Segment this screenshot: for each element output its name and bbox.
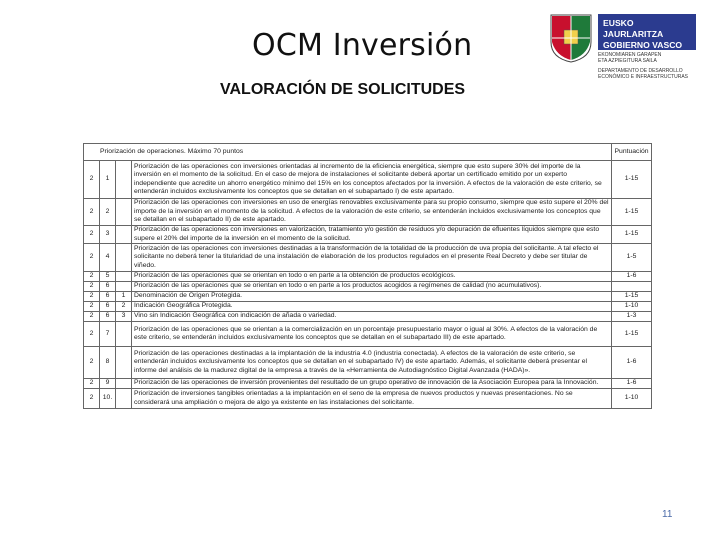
col-b: 7 [100,322,116,347]
criterion-desc: Priorización de las operaciones destinadas a la implantación de la industria 4.0 (industria conectada). A efectos de la valoración de este criterio, se entenderán incluidos exclusivamente los conceptos que se detallan en el subapartado IV) de este apartado. Además, el solicitante deberá presentar el informe del análisis de la madurez digital de la empresa a través de la «Herramienta de Autodiagnóstico Digital Avanzada (HADA)». [132,347,612,379]
col-c [116,244,132,272]
criterion-score [612,282,652,292]
criterion-score: 1-10 [612,302,652,312]
col-b: 8 [100,347,116,379]
dept-line-4: ECONÓMICO E INFRAESTRUCTURAS [598,74,689,80]
table-row [84,312,652,322]
col-b: 1 [100,161,116,199]
col-a: 2 [84,272,100,282]
col-c [116,199,132,226]
table-row [84,161,652,199]
criterion-score: 1-6 [612,379,652,389]
gobierno-vasco-logo [548,12,698,82]
brand-line-1: EUSKO JAURLARITZA [603,18,664,39]
col-a: 2 [84,302,100,312]
criterion-desc: Vino sin Indicación Geográfica con indicación de añada o variedad. [132,312,612,322]
criterion-desc: Priorización de las operaciones de inversión provenientes del resultado de un grupo operativo de innovación de la Asociación Europea para la Innovación. [132,379,612,389]
col-a: 2 [84,292,100,302]
col-b: 6 [100,292,116,302]
criterion-desc: Priorización de las operaciones con inversiones orientadas al incremento de la eficiencia energética, siempre que esto supere 30% del importe de la inversión en el momento de la solicitud. En el caso de mejora de instalaciones el solicitante deberá aportar un certificado emitido por un experto independiente que acredite un ahorro energético mínimo del 15% en los conceptos afectados por la inversión. A efectos de la valoración de este criterio, se entenderán incluidos exclusivamente los conceptos que se detallan en el subapartado I) de este apartado. [132,161,612,199]
dept-line-1: EKONOMIAREN GARAPEN [598,52,662,58]
col-c [116,272,132,282]
criterion-desc: Priorización de inversiones tangibles orientadas a la implantación en el seno de la empresa de nuevos productos y nuevas presentaciones. No se considerará una ampliación o mejora de algo ya existente en las instalaciones del solicitante. [132,389,612,409]
table-row [84,226,652,244]
col-a: 2 [84,347,100,379]
brand-box [598,14,696,50]
criterion-score: 1-6 [612,272,652,282]
table-row [84,389,652,409]
brand-line-2: GOBIERNO VASCO [603,40,683,50]
col-b: 10. [100,389,116,409]
col-b: 3 [100,226,116,244]
dept-line-2: ETA AZPIEGITURA SAILA [598,58,657,64]
col-b: 4 [100,244,116,272]
header-puntuacion: Puntuación [612,144,652,161]
table-row [84,379,652,389]
criterion-desc: Indicación Geográfica Protegida. [132,302,612,312]
col-b: 5 [100,272,116,282]
col-c: 2 [116,302,132,312]
col-b: 9 [100,379,116,389]
col-c [116,226,132,244]
criterion-score: 1-10 [612,389,652,409]
table-row [84,244,652,272]
table-row [84,199,652,226]
col-c [116,322,132,347]
table-row [84,302,652,312]
col-b: 6 [100,312,116,322]
dept-name-basque [598,52,698,64]
criterion-score: 1-5 [612,244,652,272]
col-c [116,389,132,409]
col-c: 3 [116,312,132,322]
criterion-desc: Priorización de las operaciones que se orientan en todo o en parte a la obtención de productos ecológicos. [132,272,612,282]
col-a: 2 [84,226,100,244]
criterion-desc: Priorización de las operaciones que se orientan a la comercialización en un porcentaje presupuestario mayor o igual al 30%. A efectos de la valoración de este criterio, se entenderán incluidos exclusivamente los conceptos que se detallan en el subapartado III) de este apartado. [132,322,612,347]
coat-of-arms-icon [548,12,594,64]
criterion-score: 1-15 [612,199,652,226]
criterion-score: 1-15 [612,226,652,244]
col-c: 1 [116,292,132,302]
dept-line-3: DEPARTAMENTO DE DESARROLLO [598,68,683,74]
criteria-table [83,143,652,409]
header-priorizacion: Priorización de operaciones. Máximo 70 puntos [84,144,612,161]
col-a: 2 [84,161,100,199]
criterion-desc: Priorización de las operaciones con inversiones en valorización, tratamiento y/o gestión de residuos y/o depuración de efluentes líquidos siempre que esto supere el 20% del importe de la inversión en el momento de la solicitud. [132,226,612,244]
criterion-desc: Denominación de Origen Protegida. [132,292,612,302]
criterion-desc: Priorización de las operaciones con inversiones en uso de energías renovables exclusivamente para su propio consumo, siempre que esto supere el 20% del importe de la inversión en el momento de la solicitud. A efectos de la valoración de este criterio, se entenderán incluidos exclusivamente los conceptos que se detallan en el subapartado II) de este apartado. [132,199,612,226]
col-a: 2 [84,379,100,389]
col-b: 6 [100,302,116,312]
dept-name-spanish [598,68,698,80]
col-b: 2 [100,199,116,226]
col-c [116,282,132,292]
col-a: 2 [84,244,100,272]
page-number: 11 [662,509,673,520]
criterion-score: 1-15 [612,161,652,199]
section-subtitle: VALORACIÓN DE SOLICITUDES [220,81,466,98]
criterion-desc: Priorización de las operaciones con inversiones destinadas a la transformación de la totalidad de la producción de uva propia del solicitante. A tal efecto el solicitante no deberá tener la titularidad de una instalación de elaboración de los productos regulados en el presente Real Decreto y debe ser titular de viñedo. [132,244,612,272]
table-row [84,347,652,379]
col-a: 2 [84,199,100,226]
col-c [116,379,132,389]
table-header-row [84,144,652,161]
table-row [84,322,652,347]
table-row [84,282,652,292]
col-c [116,161,132,199]
col-a: 2 [84,282,100,292]
criterion-score: 1-15 [612,292,652,302]
table-row [84,292,652,302]
criterion-score: 1-6 [612,347,652,379]
page-title: OCM Inversión [252,28,473,63]
col-b: 6 [100,282,116,292]
criterion-score: 1-3 [612,312,652,322]
col-c [116,347,132,379]
criterion-score: 1-15 [612,322,652,347]
col-a: 2 [84,322,100,347]
table-row [84,272,652,282]
col-a: 2 [84,312,100,322]
col-a: 2 [84,389,100,409]
criterion-desc: Priorización de las operaciones que se orientan en todo o en parte a los productos acogidos a regímenes de calidad (no acumulativos). [132,282,612,292]
